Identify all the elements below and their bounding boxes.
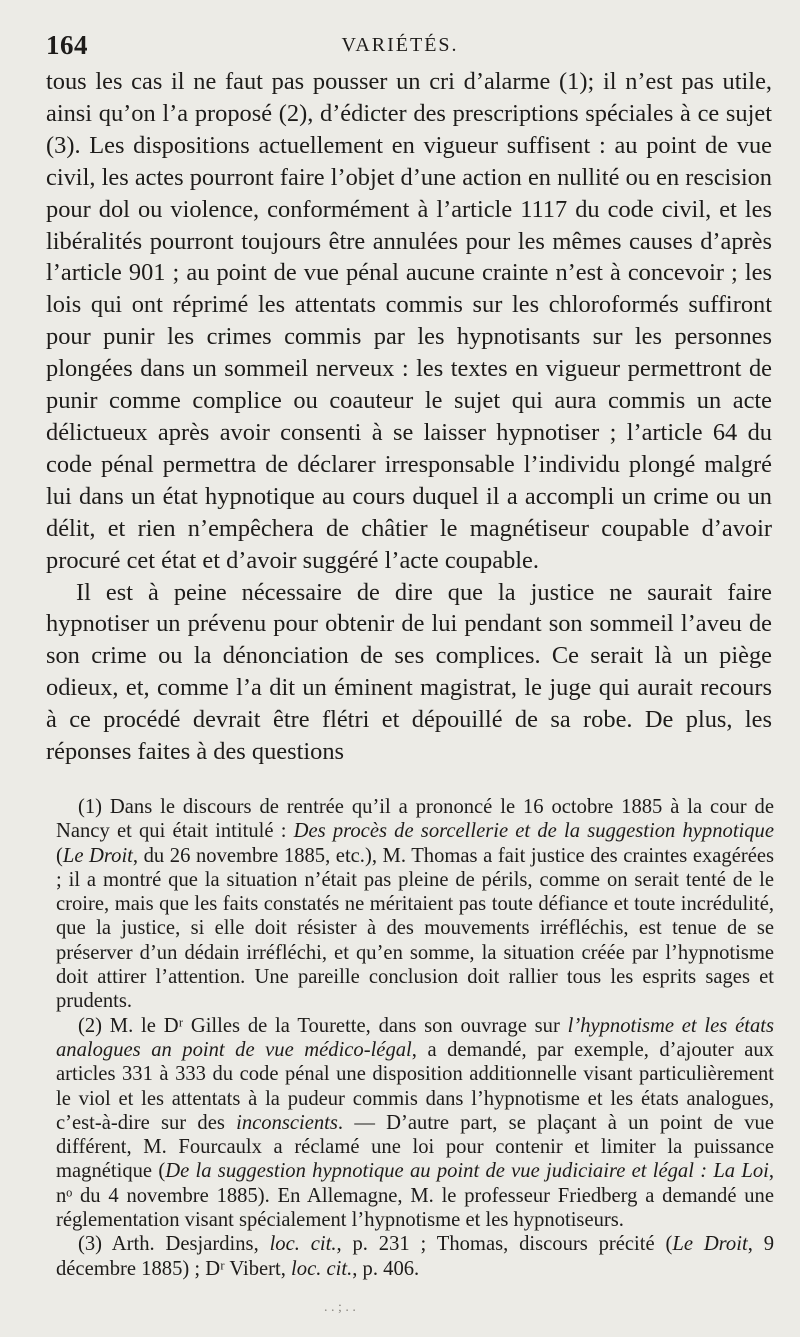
page-header <box>46 30 754 66</box>
footnote-2: (2) M. le Dʳ Gilles de la Tourette, dans son ouvrage sur l’hypnotisme et les états analogues an point de vue médico-légal, a demandé, par exemple, d’ajouter aux articles 331 à 333 du code pénal une disposition additionnelle visant particulièrement le viol et les attentats à la pudeur commis dans l’hypnotisme et les états analogues, c’est-à-dire sur des inconscients. — D’autre part, se plaçant à un point de vue différent, M. Fourcaulx a réclamé une loi pour contenir et limiter la puissance magnétique (De la suggestion hypnotique au point de vue judiciaire et légal : La Loi, nᵒ du 4 novembre 1885). En Allemagne, M. le professeur Friedberg a demandé une réglementation visant spécialement l’hypnotisme et les hypnotiseurs. <box>56 1014 775 1232</box>
italic-ref: loc. cit. <box>291 1257 353 1280</box>
footnote-3: (3) Arth. Desjardins, loc. cit., p. 231 ; Thomas, discours précité (Le Droit, 9 décembre 1885) ; Dʳ Vibert, loc. cit., p. 406. <box>56 1233 774 1280</box>
italic-term: inconscients <box>236 1111 338 1134</box>
italic-title: l’hypnotisme et les états analogues an point de vue médico-légal <box>56 1014 774 1061</box>
italic-title: De la suggestion hypnotique au point de vue judiciaire et légal : La Loi <box>165 1160 769 1183</box>
italic-title: Le Droit <box>62 844 133 867</box>
italic-title: Des procès de sorcellerie et de la suggestion hypnotique <box>293 820 774 843</box>
footnotes <box>56 795 774 1281</box>
italic-ref: loc. cit. <box>269 1233 337 1256</box>
main-text <box>46 66 772 768</box>
page-number: 164 <box>46 30 88 60</box>
italic-title: Le Droit <box>672 1233 748 1256</box>
paragraph: tous les cas il ne faut pas pousser un cri d’alarme (1); il n’est pas utile, ainsi qu’on l’a proposé (2), d’édicter des prescriptions spéciales à ce sujet (3). Les dispositions actuellement en vigueur suffisent : au point de vue civil, les actes pourront faire l’objet d’une action en nullité ou en rescision pour dol ou violence, conformément à l’article 1117 du code civil, et les libéralités pourront toujours être annulées pour les mêmes causes d’après l’article 901 ; au point de vue pénal aucune crainte n’est à concevoir ; les lois qui ont réprimé les attentats commis sur les chloroformés suffiront pour punir les crimes commis par les hypnotisants sur les personnes plongées dans un sommeil nerveux : les textes en vigueur permettront de punir comme complice ou coauteur le sujet qui aura commis un acte délictueux après avoir consenti à se laisser hypnotiser ; l’article 64 du code pénal permettra de déclarer irresponsable l’individu plongé malgré lui dans un état hypnotique au cours duquel il a accompli un crime ou un délit, et rien n’empêchera de châtier le magnétiseur coupable d’avoir procuré cet état et d’avoir suggéré l’acte coupable. <box>46 68 772 574</box>
footnote-1: (1) Dans le discours de rentrée qu’il a prononcé le 16 octobre 1885 à la cour de Nancy et qui était intitulé : Des procès de sorcellerie et de la suggestion hypnotique (Le Droit, du 26 novembre 1885, etc.), M. Thomas a fait justice des craintes exagérées ; il a montré que la situation n’était pas pleine de périls, comme on serait tenté de le croire, mais que les faits constatés ne méritaient pas toute défiance et toute incrédulité, que la justice, si elle doit résister à des mouvements irréfléchis, est tenue de se préserver d’un dédain irréfléchi, et qu’en somme, la situation créée par l’hypnotisme doit attirer l’attention. Une pareille conclusion doit rallier tous les esprits sages et prudents. <box>56 796 775 1013</box>
running-title: VARIÉTÉS. <box>341 34 459 56</box>
page-bottom-mark: . . ; . . <box>324 1300 356 1315</box>
paragraph: Il est à peine nécessaire de dire que la justice ne saurait faire hypnotiser un prévenu pour obtenir de lui pendant son sommeil l’aveu de son crime ou la dénonciation de ses complices. Ce serait là un piège odieux, et, comme l’a dit un éminent magistrat, le juge qui aurait recours à ce procédé devrait être flétri et dépouillé de sa robe. De plus, les réponses faites à des questions <box>46 578 772 766</box>
